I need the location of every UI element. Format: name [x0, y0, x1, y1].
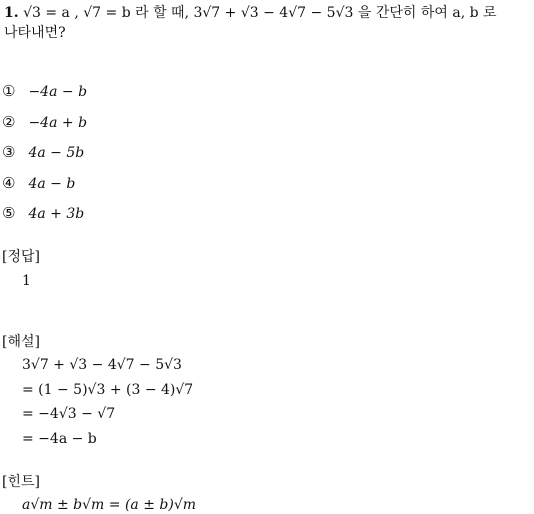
choice-text: 4a − 5b [28, 145, 85, 161]
answer-value: 1 [22, 273, 31, 289]
choice-2[interactable] [2, 113, 87, 132]
question-text-line1: √3 = a , √7 = b 라 할 때, 3√7 + √3 − 4√7 − 5√3 을 간단히 하여 a, b 로 [23, 5, 497, 21]
choice-marker: ② [2, 113, 16, 131]
question-text-line2: 나타내면? [4, 25, 66, 41]
choice-text: −4a + b [28, 115, 88, 131]
choice-3[interactable] [2, 143, 84, 162]
choice-text: 4a + 3b [28, 206, 85, 222]
answer-label: [정답] [2, 249, 40, 265]
question [4, 4, 497, 22]
solution-line-3: = −4√3 − √7 [22, 406, 116, 422]
choice-text: −4a − b [28, 84, 88, 100]
solution-line-4: = −4a − b [22, 431, 97, 447]
choice-4[interactable] [2, 174, 75, 193]
solution-label: [해설] [2, 334, 40, 350]
choice-text: 4a − b [28, 176, 76, 192]
choice-5[interactable] [2, 204, 84, 223]
choice-marker: ① [2, 82, 16, 100]
question-number: 1. [4, 5, 19, 21]
hint-line: a√m ± b√m = (a ± b)√m [22, 497, 197, 513]
choice-marker: ③ [2, 143, 16, 161]
choice-marker: ⑤ [2, 204, 16, 222]
solution-line-1: 3√7 + √3 − 4√7 − 5√3 [22, 357, 182, 373]
solution-line-2: = (1 − 5)√3 + (3 − 4)√7 [22, 382, 194, 398]
hint-label: [힌트] [2, 474, 40, 490]
choice-1[interactable] [2, 82, 87, 101]
choice-marker: ④ [2, 174, 16, 192]
